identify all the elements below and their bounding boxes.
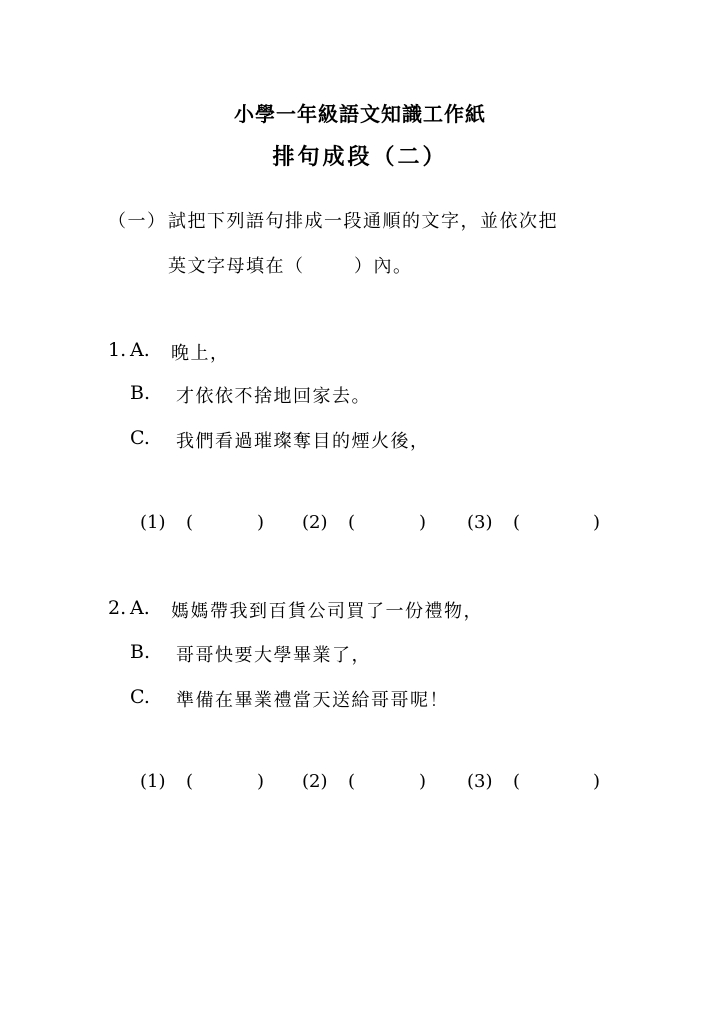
question-1-answer-1-label: (1) bbox=[140, 512, 166, 533]
question-1-answer-2-open: ( bbox=[348, 512, 356, 533]
question-1-answer-2-label: (2) bbox=[302, 512, 328, 533]
question-1-item-b-text: 才依依不捨地回家去。 bbox=[176, 386, 371, 407]
question-2-number: 2. bbox=[108, 597, 127, 619]
instruction-number: （一） bbox=[108, 211, 167, 232]
question-2-answer-3-label: (3) bbox=[467, 771, 493, 792]
question-1-item-a-text: 晚上， bbox=[171, 343, 230, 364]
question-2-answer-2-open: ( bbox=[348, 771, 356, 792]
question-1-answer-1-open: ( bbox=[186, 512, 194, 533]
worksheet-subtitle: 排句成段（二） bbox=[272, 144, 448, 170]
question-1-answer-3-close: ) bbox=[593, 512, 601, 533]
question-1-answer-2-close: ) bbox=[419, 512, 427, 533]
question-2-answer-1-label: (1) bbox=[140, 771, 166, 792]
question-2-item-c-letter: C. bbox=[130, 686, 150, 708]
question-1-item-c-text: 我們看過璀璨奪目的煙火後， bbox=[176, 431, 430, 452]
worksheet-title: 小學一年級語文知識工作紙 bbox=[234, 102, 486, 126]
question-2-answer-2-close: ) bbox=[419, 771, 427, 792]
question-1-answer-1-close: ) bbox=[257, 512, 265, 533]
question-2-answer-1-close: ) bbox=[257, 771, 265, 792]
instruction-line-2-prefix: 英文字母填在（ bbox=[168, 256, 305, 277]
question-1-item-a-letter: A. bbox=[130, 339, 150, 361]
instruction-line-1: 試把下列語句排成一段通順的文字，並依次把 bbox=[168, 211, 558, 232]
question-2-item-a-letter: A. bbox=[130, 597, 150, 619]
question-2-answer-1-open: ( bbox=[186, 771, 194, 792]
question-2-item-a-text: 媽媽帶我到百貨公司買了一份禮物， bbox=[171, 601, 483, 622]
question-2-answer-3-open: ( bbox=[513, 771, 521, 792]
question-1-answer-3-label: (3) bbox=[467, 512, 493, 533]
instruction-line-2-suffix: ）內。 bbox=[354, 256, 413, 277]
question-2-answer-2-label: (2) bbox=[302, 771, 328, 792]
question-1-answer-3-open: ( bbox=[513, 512, 521, 533]
question-1-item-b-letter: B. bbox=[130, 382, 151, 404]
question-1-item-c-letter: C. bbox=[130, 427, 150, 449]
question-2-item-b-text: 哥哥快要大學畢業了， bbox=[176, 645, 371, 666]
question-1-number: 1. bbox=[108, 339, 127, 361]
question-2-item-c-text: 準備在畢業禮當天送給哥哥呢！ bbox=[176, 690, 449, 711]
question-2-item-b-letter: B. bbox=[130, 641, 151, 663]
question-2-answer-3-close: ) bbox=[593, 771, 601, 792]
